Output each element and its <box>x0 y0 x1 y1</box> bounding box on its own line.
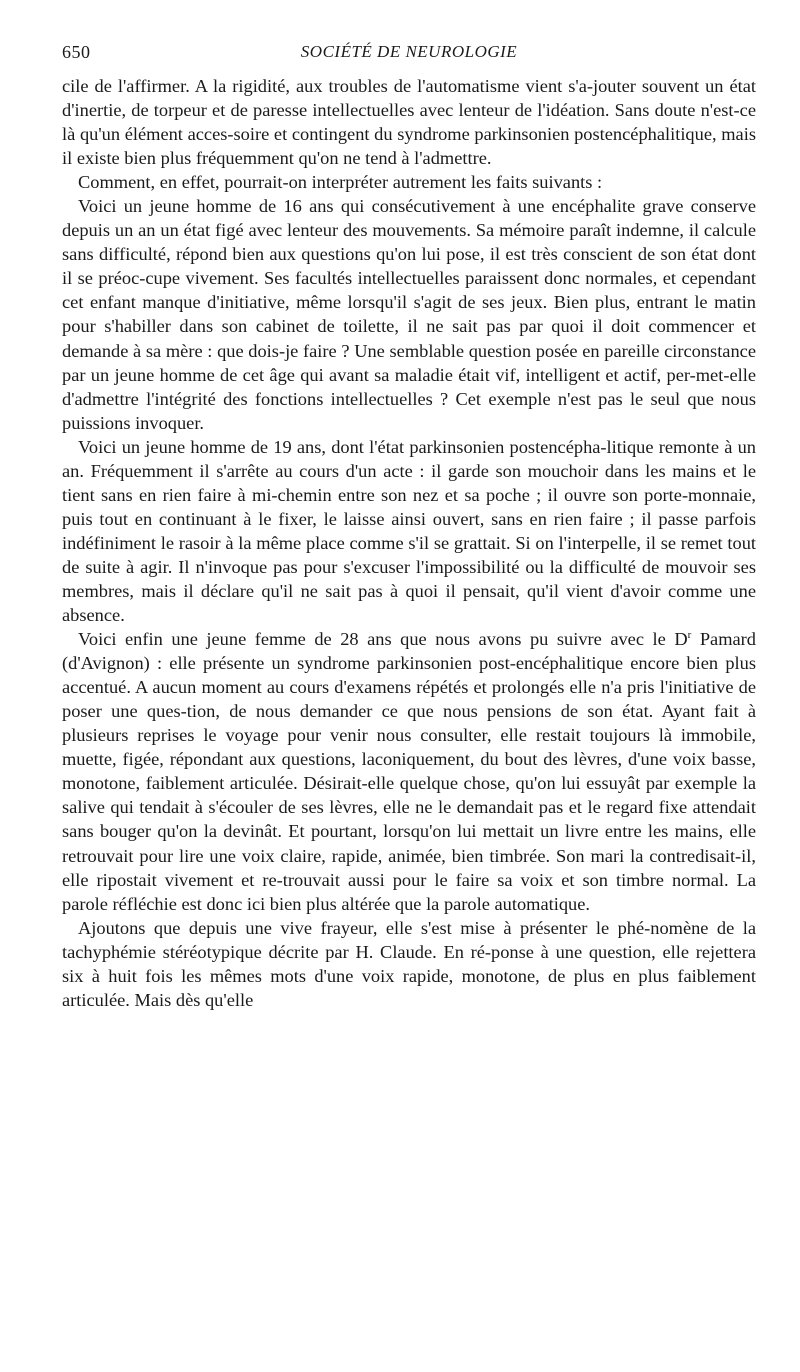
running-head <box>62 40 756 74</box>
paragraph-5 <box>62 627 756 916</box>
paragraph-1: cile de l'affirmer. A la rigidité, aux troubles de l'automatisme vient s'a-jouter souvent un état d'inertie, de torpeur et de paresse intellectuelles avec lenteur de l'idéation. Sans doute n'est-ce là qu'un élément acces-soire et contingent du syndrome parkinsonien postencéphalitique, mais il existe bien plus fréquemment qu'on ne tend à l'admettre. <box>62 76 756 169</box>
running-title: SOCIÉTÉ DE NEUROLOGIE <box>300 42 518 61</box>
paragraph-4: Voici un jeune homme de 19 ans, dont l'état parkinsonien postencépha-litique remonte à un an. Fréquemment il s'arrête au cours d'un acte : il garde son mouchoir dans les mains et le tient sans en rien faire à mi-chemin entre son nez et sa poche ; il ouvre son porte-monnaie, puis tout en continuant à le fixer, le laisse ainsi ouvert, sans en rien faire ; il passe parfois indéfiniment le rasoir à la même place comme s'il se grattait. Si on l'interpelle, il se remet tout de suite à agir. Il n'invoque pas pour s'excuser l'impossibilité ou la difficulté de mouvoir ses membres, mais il déclare qu'il ne sait pas à quoi il pensait, qu'il vient d'avoir comme une absence. <box>62 436 756 626</box>
body-text <box>62 74 756 1012</box>
paragraph-2: Comment, en effet, pourrait-on interpréter autrement les faits suivants : <box>78 172 603 193</box>
paragraph-5-start: Voici enfin une jeune femme de 28 ans que nous avons pu suivre avec le D <box>78 629 688 650</box>
paragraph-6: Ajoutons que depuis une vive frayeur, elle s'est mise à présenter le phé-nomène de la tachyphémie stéréotypique décrite par H. Claude. En ré-ponse à une question, elle rejettera six à huit fois les mêmes mots d'une voix rapide, monotone, de plus en plus faiblement articulée. Mais dès qu'elle <box>62 917 756 1010</box>
book-page <box>62 40 756 1012</box>
doctor-abbrev-superscript: r <box>687 628 692 641</box>
page-number: 650 <box>62 42 91 62</box>
paragraph-3: Voici un jeune homme de 16 ans qui consécutivement à une encéphalite grave conserve depuis un an un état figé avec lenteur des mouvements. Sa mémoire paraît indemne, il calcule sans difficulté, répond bien aux questions qu'on lui pose, il est très conscient de son état dont il se préoc-cupe vivement. Ses facultés intellectuelles paraissent donc normales, et cependant cet enfant manque d'initiative, même lorsqu'il s'agit de ses jeux. Bien plus, entrant le matin pour s'habiller dans son cabinet de toilette, il ne sait pas par quoi il doit commencer et demande à sa mère : que dois-je faire ? Une semblable question posée en pareille circonstance par un jeune homme de cet âge qui avant sa maladie était vif, intelligent et actif, per-met-elle d'admettre l'intégrité des fonctions intellectuelles ? Cet exemple n'est pas le seul que nous puissions invoquer. <box>62 196 756 433</box>
paragraph-5-rest: Pamard (d'Avignon) : elle présente un syndrome parkinsonien post-encéphalitique encore bien plus accentué. A aucun moment au cours d'examens répétés et prolongés elle n'a pris l'initiative de poser une ques-tion, de nous demander ce que nous pensions de son état. Ayant fait à plusieurs reprises le voyage pour venir nous consulter, elle restait toujours là immobile, muette, figée, répondant aux questions, laconiquement, du bout des lèvres, d'une voix basse, monotone, faiblement articulée. Désirait-elle quelque chose, qu'on lui essuyât par exemple la salive qui tendait à s'écouler de ses lèvres, elle ne le demandait pas et le regard fixe attendait sans bouger qu'on la devinât. Et pourtant, lorsqu'on lui mettait un livre entre les mains, elle retrouvait pour lire une voix claire, rapide, animée, bien timbrée. Son mari la contredisait-il, elle ripostait vivement et re-trouvait aussi pour le faire sa voix et son timbre normal. La parole réfléchie est donc ici bien plus altérée que la parole automatique. <box>62 629 756 914</box>
